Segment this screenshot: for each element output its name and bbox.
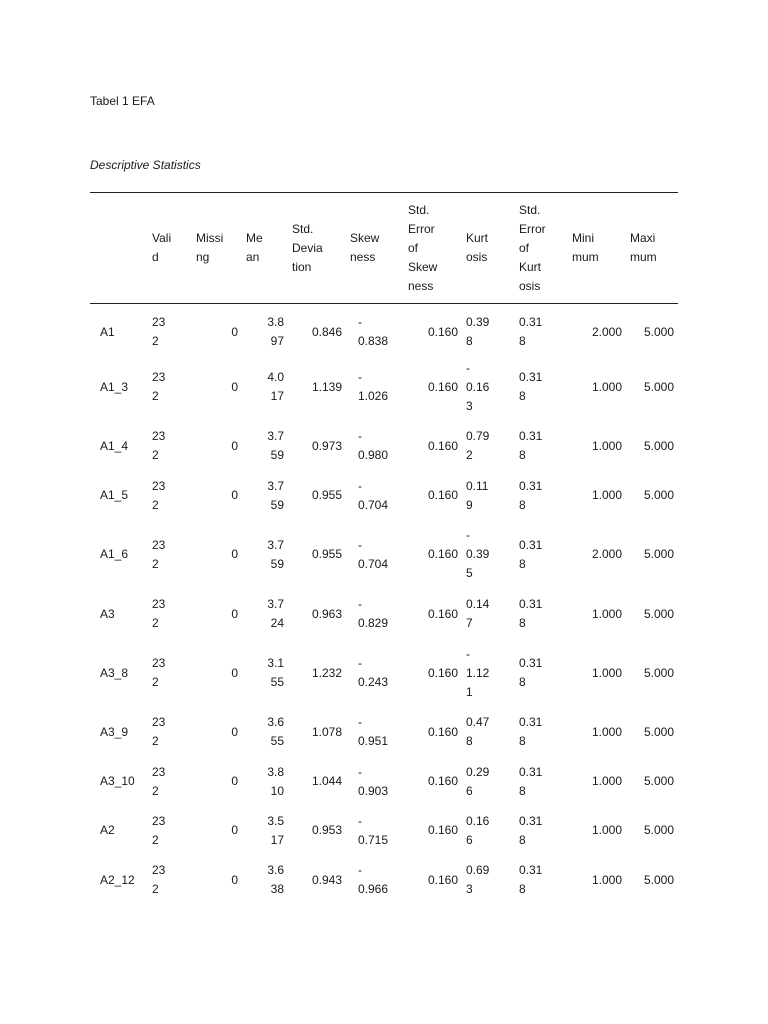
cell-label: A1_3 [100, 379, 129, 394]
header-text-line: ng [196, 250, 210, 264]
cell-text-line: 0.704 [358, 497, 389, 512]
cell-text-line: 2 [152, 783, 159, 798]
cell-text-line: 2 [152, 334, 159, 349]
cell-text-line: 0.47 [466, 715, 490, 730]
cell-text-line: 3.8 [267, 315, 284, 330]
cell-text-line: 0.704 [358, 556, 389, 571]
cell-maximum: 5.000 [643, 665, 674, 680]
cell-text-line: 23 [152, 315, 166, 330]
cell-text-line: 8 [519, 556, 526, 571]
table-row [90, 856, 678, 905]
column-header-skewness [346, 193, 404, 304]
cell-text-line: 1.12 [466, 665, 490, 680]
cell-text-line: 0.16 [466, 379, 490, 394]
column-header-kurtosis [462, 193, 515, 304]
cell-kurtosis [462, 757, 515, 806]
header-text-line: osis [466, 250, 488, 264]
cell-skewness [346, 806, 404, 855]
cell-text-line: - [358, 597, 362, 612]
cell-std-dev: 0.955 [311, 488, 342, 503]
cell-mean [242, 757, 288, 806]
cell-se-kurt [515, 757, 568, 806]
cell-minimum: 1.000 [591, 823, 622, 838]
cell-text-line: 59 [270, 448, 284, 463]
cell-mean [242, 589, 288, 638]
cell-text-line: - [466, 646, 470, 661]
cell-minimum: 1.000 [591, 665, 622, 680]
cell-text-line: 0.951 [358, 734, 389, 749]
cell-text-line: 3.7 [267, 537, 284, 552]
cell-valid [148, 708, 192, 757]
table-row [90, 471, 678, 520]
cell-missing: 0 [231, 547, 238, 562]
cell-minimum: 1.000 [591, 774, 622, 789]
cell-text-line: 2 [152, 616, 159, 631]
cell-text-line: 0.69 [466, 863, 490, 878]
cell-label: A3_8 [100, 665, 129, 680]
cell-minimum: 1.000 [591, 872, 622, 887]
column-header-label [90, 193, 148, 304]
column-header-maximum [626, 193, 678, 304]
header-text-line: Maxi [630, 231, 656, 245]
cell-minimum: 1.000 [591, 488, 622, 503]
cell-mean [242, 520, 288, 589]
cell-se-kurt [515, 856, 568, 905]
cell-se-skew: 0.160 [427, 823, 458, 838]
cell-missing: 0 [231, 823, 238, 838]
header-text-line: Me [246, 231, 263, 245]
cell-text-line: 0.39 [466, 315, 490, 330]
header-text-line: tion [292, 259, 312, 274]
cell-label: A1 [100, 324, 115, 339]
cell-missing: 0 [231, 379, 238, 394]
cell-se-skew: 0.160 [427, 547, 458, 562]
cell-mean [242, 353, 288, 422]
cell-se-skew: 0.160 [427, 872, 458, 887]
cell-text-line: 0.31 [519, 656, 543, 671]
table-row [90, 639, 678, 708]
cell-text-line: 8 [519, 389, 526, 404]
cell-text-line: 23 [152, 429, 166, 444]
header-text-line: ness [408, 278, 434, 293]
cell-valid [148, 589, 192, 638]
cell-text-line: 2 [152, 448, 159, 463]
cell-std-dev: 1.078 [311, 724, 342, 739]
cell-text-line: 2 [466, 448, 473, 463]
cell-text-line: 1 [466, 684, 473, 699]
column-header-minimum [568, 193, 626, 304]
header-text-line: d [152, 250, 159, 264]
header-text-line: Error [519, 221, 546, 236]
header-text-line: Missi [196, 231, 224, 245]
cell-valid [148, 520, 192, 589]
table-row [90, 806, 678, 855]
cell-text-line: 0.243 [358, 675, 389, 690]
cell-missing: 0 [231, 665, 238, 680]
cell-text-line: 97 [270, 334, 284, 349]
cell-text-line: 6 [466, 783, 473, 798]
cell-se-skew: 0.160 [427, 774, 458, 789]
cell-text-line: 0.903 [358, 783, 389, 798]
cell-label: A2 [100, 823, 115, 838]
cell-text-line: 0.31 [519, 813, 543, 828]
cell-text-line: 8 [466, 334, 473, 349]
cell-text-line: 8 [519, 675, 526, 690]
cell-text-line: 0.31 [519, 597, 543, 612]
cell-skewness [346, 471, 404, 520]
cell-text-line: - [358, 429, 362, 444]
cell-skewness [346, 639, 404, 708]
cell-skewness [346, 757, 404, 806]
cell-minimum: 1.000 [591, 724, 622, 739]
cell-maximum: 5.000 [643, 547, 674, 562]
cell-std-dev: 0.973 [311, 438, 342, 453]
cell-std-dev: 0.846 [311, 324, 342, 339]
cell-missing: 0 [231, 324, 238, 339]
header-text-line: mum [572, 250, 599, 264]
cell-text-line: 1.026 [358, 389, 389, 404]
cell-text-line: 2 [152, 497, 159, 512]
cell-valid [148, 757, 192, 806]
cell-label: A3 [100, 606, 115, 621]
cell-mean [242, 304, 288, 353]
cell-kurtosis [462, 639, 515, 708]
cell-maximum: 5.000 [643, 324, 674, 339]
cell-text-line: 3.7 [267, 478, 284, 493]
cell-text-line: 59 [270, 497, 284, 512]
cell-text-line: 3.1 [267, 656, 284, 671]
cell-valid [148, 422, 192, 471]
cell-text-line: 8 [519, 734, 526, 749]
cell-skewness [346, 589, 404, 638]
cell-valid [148, 856, 192, 905]
descriptive-statistics-table [90, 192, 678, 905]
cell-text-line: 2 [152, 734, 159, 749]
cell-maximum: 5.000 [643, 438, 674, 453]
cell-se-kurt [515, 422, 568, 471]
cell-text-line: 0.715 [358, 832, 389, 847]
header-text-line: Vali [152, 231, 172, 245]
cell-text-line: 0.16 [466, 813, 490, 828]
cell-text-line: 8 [466, 734, 473, 749]
cell-std-dev: 1.232 [311, 665, 342, 680]
table-row [90, 353, 678, 422]
table-row [90, 757, 678, 806]
cell-text-line: 4.0 [267, 370, 284, 385]
cell-text-line: 6 [466, 832, 473, 847]
column-header-mean [242, 193, 288, 304]
header-text-line: of [519, 240, 530, 255]
cell-text-line: 9 [466, 497, 473, 512]
cell-text-line: 0.838 [358, 334, 389, 349]
cell-minimum: 1.000 [591, 606, 622, 621]
cell-missing: 0 [231, 438, 238, 453]
table-row [90, 589, 678, 638]
cell-text-line: 23 [152, 370, 166, 385]
header-text-line: of [408, 240, 419, 255]
cell-text-line: 3.8 [267, 764, 284, 779]
cell-text-line: 3.6 [267, 863, 284, 878]
cell-text-line: 0.31 [519, 429, 543, 444]
cell-label: A2_12 [100, 872, 135, 887]
cell-text-line: 55 [270, 675, 284, 690]
column-header-se-kurt [515, 193, 568, 304]
cell-mean [242, 806, 288, 855]
cell-mean [242, 639, 288, 708]
cell-maximum: 5.000 [643, 606, 674, 621]
cell-kurtosis [462, 708, 515, 757]
document-title: Tabel 1 EFA [90, 94, 155, 108]
cell-kurtosis [462, 806, 515, 855]
cell-mean [242, 471, 288, 520]
cell-text-line: 3.5 [267, 813, 284, 828]
cell-text-line: - [358, 537, 362, 552]
column-header-valid [148, 193, 192, 304]
cell-label: A3_10 [100, 774, 135, 789]
header-text-line: Mini [572, 231, 595, 245]
table-row [90, 520, 678, 589]
cell-text-line: 3 [466, 882, 473, 897]
table-caption: Descriptive Statistics [90, 158, 201, 172]
cell-text-line: 23 [152, 813, 166, 828]
cell-text-line: 0.11 [466, 478, 489, 493]
cell-label: A1_6 [100, 547, 129, 562]
cell-minimum: 2.000 [591, 547, 622, 562]
cell-kurtosis [462, 353, 515, 422]
cell-text-line: 59 [270, 556, 284, 571]
cell-text-line: - [358, 315, 362, 330]
header-text-line: ness [350, 250, 376, 264]
cell-missing: 0 [231, 774, 238, 789]
header-text-line: Skew [408, 259, 438, 274]
cell-kurtosis [462, 520, 515, 589]
cell-text-line: 23 [152, 715, 166, 730]
cell-text-line: - [358, 478, 362, 493]
cell-text-line: 0.29 [466, 764, 490, 779]
header-text-line: Std. [519, 202, 541, 217]
header-text-line: Std. [408, 202, 430, 217]
cell-label: A1_4 [100, 438, 129, 453]
cell-text-line: 8 [519, 334, 526, 349]
cell-valid [148, 304, 192, 353]
cell-std-dev: 0.943 [311, 872, 342, 887]
cell-kurtosis [462, 471, 515, 520]
cell-kurtosis [462, 422, 515, 471]
cell-mean [242, 708, 288, 757]
header-text-line: Std. [292, 221, 314, 236]
cell-text-line: 8 [519, 832, 526, 847]
cell-text-line: 5 [466, 566, 473, 581]
cell-text-line: 2 [152, 556, 159, 571]
cell-se-kurt [515, 471, 568, 520]
cell-text-line: 0.966 [358, 882, 389, 897]
cell-text-line: 3.7 [267, 597, 284, 612]
cell-text-line: 8 [519, 616, 526, 631]
header-text-line: Kurt [519, 259, 542, 274]
cell-text-line: 8 [519, 497, 526, 512]
cell-text-line: 2 [152, 882, 159, 897]
cell-minimum: 1.000 [591, 438, 622, 453]
cell-missing: 0 [231, 872, 238, 887]
cell-text-line: 2 [152, 389, 159, 404]
cell-text-line: 8 [519, 783, 526, 798]
cell-text-line: 23 [152, 597, 166, 612]
cell-se-kurt [515, 304, 568, 353]
cell-text-line: 0.14 [466, 597, 490, 612]
cell-text-line: 3.6 [267, 715, 284, 730]
column-header-std-dev [288, 193, 346, 304]
cell-se-kurt [515, 520, 568, 589]
cell-se-skew: 0.160 [427, 438, 458, 453]
table-row [90, 708, 678, 757]
cell-kurtosis [462, 304, 515, 353]
cell-text-line: 0.31 [519, 315, 543, 330]
header-text-line: osis [519, 278, 541, 293]
cell-missing: 0 [231, 606, 238, 621]
cell-text-line: 0.829 [358, 616, 389, 631]
cell-skewness [346, 422, 404, 471]
cell-text-line: 0.31 [519, 478, 543, 493]
cell-missing: 0 [231, 488, 238, 503]
column-header-se-skew [404, 193, 462, 304]
cell-text-line: 23 [152, 478, 166, 493]
cell-se-skew: 0.160 [427, 606, 458, 621]
cell-valid [148, 806, 192, 855]
cell-text-line: 7 [466, 616, 473, 631]
cell-label: A1_5 [100, 488, 129, 503]
cell-valid [148, 353, 192, 422]
cell-skewness [346, 856, 404, 905]
cell-std-dev: 0.953 [311, 823, 342, 838]
cell-text-line: - [358, 370, 362, 385]
header-text-line: Kurt [466, 231, 489, 245]
cell-maximum: 5.000 [643, 872, 674, 887]
cell-text-line: 3 [466, 398, 473, 413]
table-body [90, 304, 678, 905]
cell-text-line: 23 [152, 537, 166, 552]
cell-text-line: - [358, 656, 362, 671]
cell-se-skew: 0.160 [427, 324, 458, 339]
cell-maximum: 5.000 [643, 774, 674, 789]
cell-std-dev: 1.044 [311, 774, 342, 789]
cell-maximum: 5.000 [643, 379, 674, 394]
cell-skewness [346, 353, 404, 422]
cell-maximum: 5.000 [643, 724, 674, 739]
cell-text-line: - [466, 360, 470, 375]
cell-std-dev: 0.963 [311, 606, 342, 621]
cell-text-line: - [358, 863, 362, 878]
cell-std-dev: 0.955 [311, 547, 342, 562]
cell-minimum: 2.000 [591, 324, 622, 339]
header-row [90, 193, 678, 304]
cell-text-line: 3.7 [267, 429, 284, 444]
cell-text-line: 23 [152, 863, 166, 878]
cell-text-line: 17 [270, 832, 284, 847]
cell-text-line: 0.79 [466, 429, 490, 444]
cell-text-line: 55 [270, 734, 284, 749]
cell-missing: 0 [231, 724, 238, 739]
cell-kurtosis [462, 589, 515, 638]
cell-text-line: 0.980 [358, 448, 389, 463]
cell-text-line: - [358, 715, 362, 730]
cell-kurtosis [462, 856, 515, 905]
table-header [90, 193, 678, 304]
column-header-missing [192, 193, 242, 304]
cell-se-kurt [515, 639, 568, 708]
header-text-line: Error [408, 221, 435, 236]
cell-text-line: 38 [270, 882, 284, 897]
cell-text-line: 23 [152, 656, 166, 671]
cell-label: A3_9 [100, 724, 129, 739]
cell-text-line: 2 [152, 832, 159, 847]
cell-text-line: 0.31 [519, 537, 543, 552]
cell-se-kurt [515, 353, 568, 422]
cell-text-line: - [466, 528, 470, 543]
cell-text-line: 0.31 [519, 764, 543, 779]
cell-maximum: 5.000 [643, 823, 674, 838]
cell-text-line: 0.31 [519, 370, 543, 385]
cell-se-kurt [515, 708, 568, 757]
cell-maximum: 5.000 [643, 488, 674, 503]
cell-text-line: 2 [152, 675, 159, 690]
header-text-line: Devia [292, 240, 323, 255]
cell-text-line: 0.31 [519, 715, 543, 730]
cell-text-line: 0.39 [466, 547, 490, 562]
cell-skewness [346, 304, 404, 353]
cell-text-line: 8 [519, 448, 526, 463]
cell-se-kurt [515, 806, 568, 855]
cell-skewness [346, 520, 404, 589]
cell-se-skew: 0.160 [427, 665, 458, 680]
cell-mean [242, 856, 288, 905]
cell-text-line: 24 [270, 616, 284, 631]
cell-text-line: 23 [152, 764, 166, 779]
header-text-line: mum [630, 250, 657, 264]
header-text-line: an [246, 250, 260, 264]
cell-text-line: - [358, 764, 362, 779]
cell-se-skew: 0.160 [427, 379, 458, 394]
header-text-line: Skew [350, 231, 380, 245]
cell-std-dev: 1.139 [311, 379, 342, 394]
cell-valid [148, 471, 192, 520]
cell-text-line: 0.31 [519, 863, 543, 878]
cell-text-line: - [358, 813, 362, 828]
cell-skewness [346, 708, 404, 757]
table-row [90, 422, 678, 471]
cell-text-line: 10 [270, 783, 284, 798]
cell-minimum: 1.000 [591, 379, 622, 394]
cell-valid [148, 639, 192, 708]
cell-mean [242, 422, 288, 471]
cell-text-line: 17 [270, 389, 284, 404]
table-row [90, 304, 678, 353]
cell-se-kurt [515, 589, 568, 638]
cell-se-skew: 0.160 [427, 488, 458, 503]
cell-se-skew: 0.160 [427, 724, 458, 739]
cell-text-line: 8 [519, 882, 526, 897]
